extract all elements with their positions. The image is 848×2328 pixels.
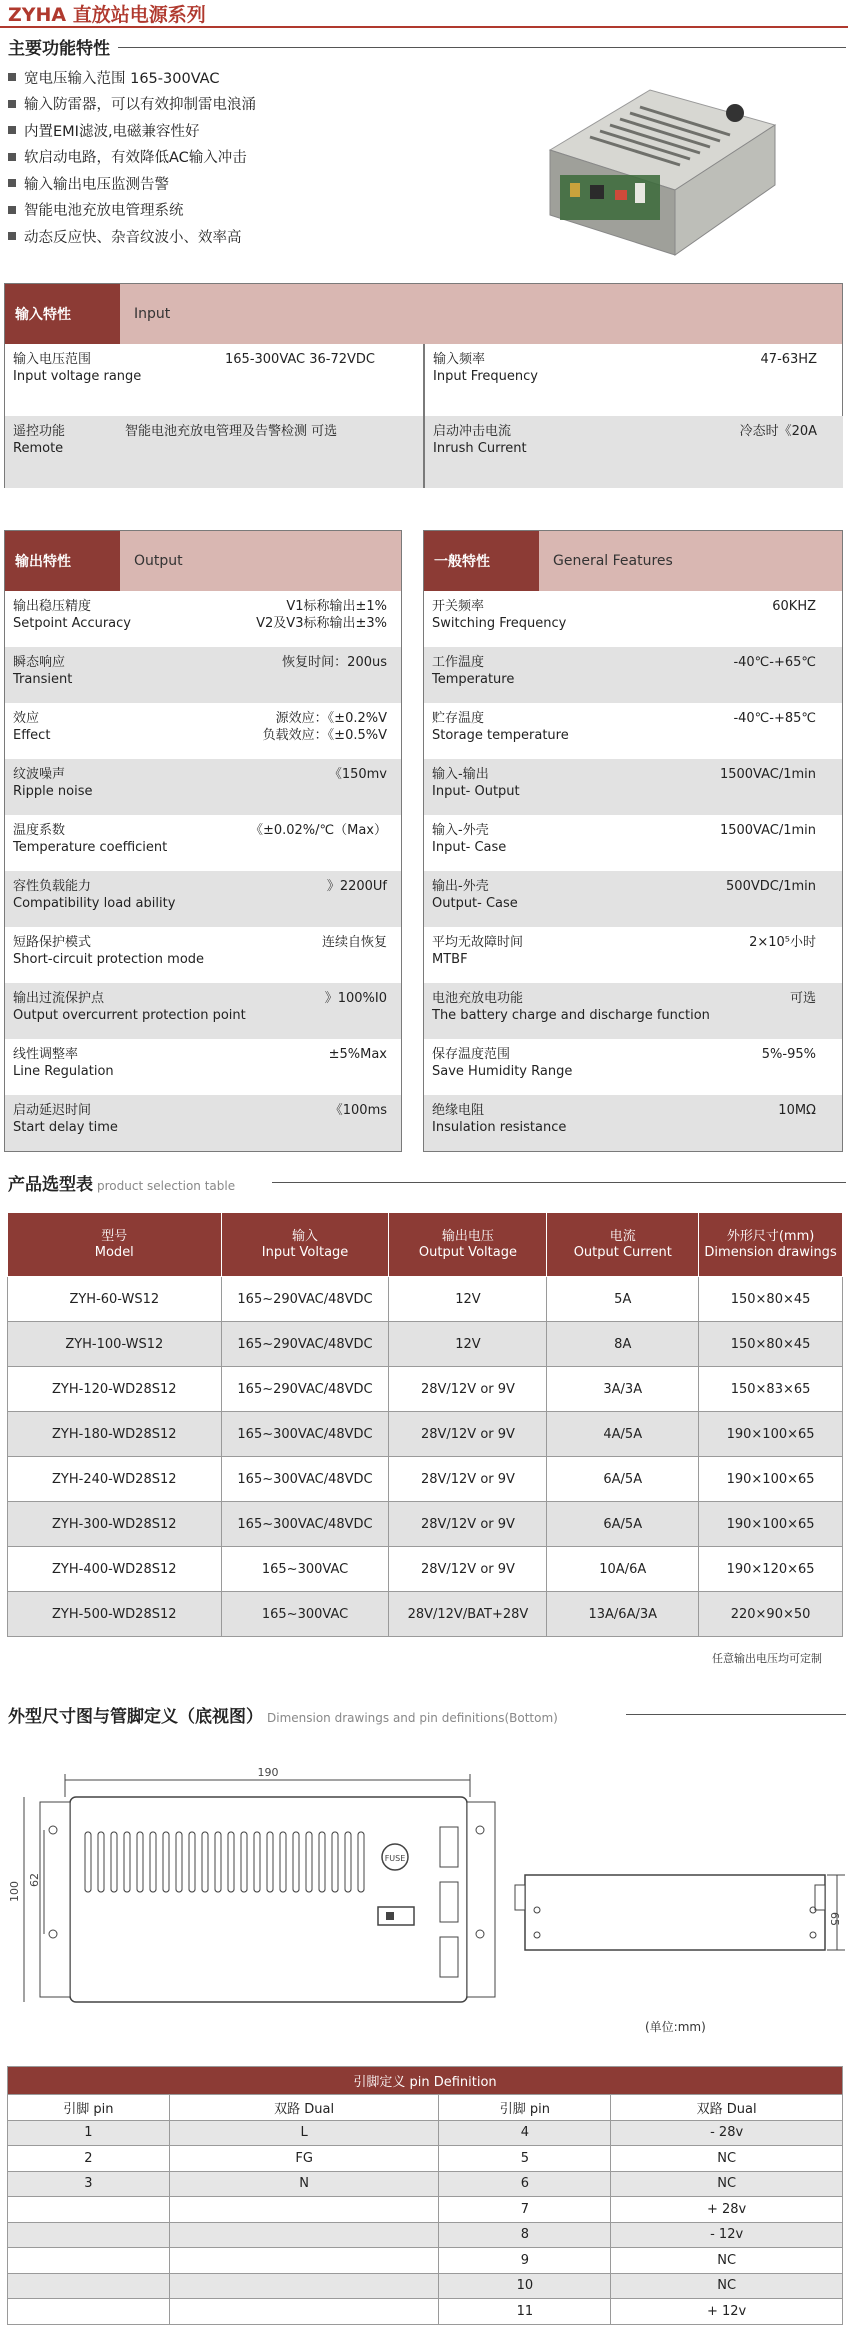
spec-val-2: 负载效应：《±0.5%V xyxy=(262,728,387,743)
column-header xyxy=(547,1213,699,1277)
column-header-cn: 型号 xyxy=(101,1228,128,1244)
spec-row xyxy=(5,416,423,488)
column-header-en: Output Voltage xyxy=(418,1244,517,1260)
spec-cn: 输出-外壳 xyxy=(432,879,489,894)
spec-row xyxy=(424,927,842,983)
column-header-cn: 输出电压 xyxy=(441,1228,494,1244)
spec-en: Transient xyxy=(13,672,73,687)
pin-cell xyxy=(8,2248,170,2274)
table-cell: ZYH-60-WS12 xyxy=(8,1277,222,1322)
output-spec-box xyxy=(4,530,402,1152)
spec-row xyxy=(5,871,401,927)
spec-val: 2×10⁵小时 xyxy=(749,935,816,950)
table-cell: 12V xyxy=(389,1277,547,1322)
pin-column-header: 双路 Dual xyxy=(169,2095,439,2121)
spec-val: 500VDC/1min xyxy=(726,879,816,894)
table-row xyxy=(8,1502,843,1547)
table-cell: 165~300VAC/48VDC xyxy=(221,1457,389,1502)
output-spec-label: Output xyxy=(134,553,183,569)
feature-text: 动态反应快、杂音纹波小、效率高 xyxy=(24,229,242,246)
selection-title-cn: 产品选型表 xyxy=(8,1175,93,1195)
spec-cn: 遥控功能 xyxy=(13,424,66,439)
pin-cell xyxy=(8,2299,170,2325)
pin-cell xyxy=(169,2299,439,2325)
pin-cell: - 12v xyxy=(611,2222,843,2248)
column-header-cn: 电流 xyxy=(609,1228,636,1244)
pin-cell: 7 xyxy=(439,2197,611,2223)
table-cell: 165~290VAC/48VDC xyxy=(221,1322,389,1367)
selection-title xyxy=(8,1170,235,1195)
spec-en: Start delay time xyxy=(13,1120,118,1135)
spec-cn: 启动冲击电流 xyxy=(433,424,512,439)
spec-en: Setpoint Accuracy xyxy=(13,616,131,631)
vent-slot xyxy=(332,1832,338,1892)
table-cell: 5A xyxy=(547,1277,699,1322)
pin-cell: 4 xyxy=(439,2120,611,2146)
spec-row xyxy=(5,647,401,703)
general-spec-header xyxy=(424,531,842,591)
spec-val: V1标称输出±1% xyxy=(286,599,387,614)
pin-cell xyxy=(169,2273,439,2299)
bottom-view-drawing xyxy=(10,1762,490,2032)
table-cell: 3A/3A xyxy=(547,1367,699,1412)
output-spec-header xyxy=(5,531,401,591)
table-cell: 6A/5A xyxy=(547,1502,699,1547)
pin-cell: NC xyxy=(611,2248,843,2274)
table-cell: 165~290VAC/48VDC xyxy=(221,1277,389,1322)
pin-cell xyxy=(169,2248,439,2274)
selection-header-row xyxy=(8,1213,843,1277)
pin-column-header: 引脚 pin xyxy=(8,2095,170,2121)
dimension-title-cn: 外型尺寸图与管脚定义（底视图） xyxy=(8,1707,263,1727)
vent-slot xyxy=(137,1832,143,1892)
dimension-title-en: Dimension drawings and pin definitions(Bottom) xyxy=(267,1711,558,1725)
spec-en: Input Frequency xyxy=(433,369,538,384)
pin-cell: 5 xyxy=(439,2146,611,2172)
table-cell: 8A xyxy=(547,1322,699,1367)
vent-slot xyxy=(358,1832,364,1892)
vent-slot xyxy=(228,1832,234,1892)
table-cell: 150×80×45 xyxy=(699,1322,843,1367)
spec-val: 5%-95% xyxy=(761,1047,816,1062)
spec-val: 1500VAC/1min xyxy=(719,767,816,782)
column-header-cn: 输入 xyxy=(292,1228,319,1244)
pin-cell: + 12v xyxy=(611,2299,843,2325)
spec-row xyxy=(5,815,401,871)
pin-cell: 10 xyxy=(439,2273,611,2299)
spec-val: 10MΩ xyxy=(778,1103,816,1118)
feature-item xyxy=(8,197,478,224)
spec-row xyxy=(5,703,401,759)
vent-slot xyxy=(319,1832,325,1892)
pin-cell: 8 xyxy=(439,2222,611,2248)
feature-text: 输入输出电压监测告警 xyxy=(24,176,169,193)
spec-en: Temperature coefficient xyxy=(13,840,168,855)
spec-cn: 效应 xyxy=(13,711,40,726)
pin-cell: + 28v xyxy=(611,2197,843,2223)
table-cell: 165~300VAC/48VDC xyxy=(221,1502,389,1547)
pin-cell: N xyxy=(169,2171,439,2197)
spec-row xyxy=(5,927,401,983)
spec-en: Ripple noise xyxy=(13,784,93,799)
pin-row xyxy=(8,2299,843,2325)
vent-slot xyxy=(124,1832,130,1892)
pin-table xyxy=(7,2066,843,2325)
spec-row xyxy=(425,344,843,416)
spec-row xyxy=(5,759,401,815)
vent-slot xyxy=(280,1832,286,1892)
dimension-rule xyxy=(626,1714,846,1715)
width-dim-label: 190 xyxy=(257,1766,279,1779)
spec-row xyxy=(5,983,401,1039)
table-cell: ZYH-400-WD28S12 xyxy=(8,1547,222,1592)
pin-cell xyxy=(8,2222,170,2248)
input-right-col xyxy=(425,344,843,488)
table-cell: 28V/12V or 9V xyxy=(389,1457,547,1502)
bullet-icon xyxy=(8,100,16,108)
pin-cell: 9 xyxy=(439,2248,611,2274)
spec-row xyxy=(5,591,401,647)
spec-en: Temperature xyxy=(432,672,515,687)
spec-en: Output overcurrent protection point xyxy=(13,1008,246,1023)
spec-val-2: V2及V3标称输出±3% xyxy=(256,616,387,631)
side-dim-label: 65 xyxy=(828,1912,841,1926)
spec-en: Effect xyxy=(13,728,51,743)
selection-title-en: product selection table xyxy=(97,1179,236,1193)
spec-row xyxy=(424,759,842,815)
pin-row xyxy=(8,2248,843,2274)
vent-slot xyxy=(111,1832,117,1892)
pin-row xyxy=(8,2197,843,2223)
table-cell: 10A/6A xyxy=(547,1547,699,1592)
table-row xyxy=(8,1457,843,1502)
spec-cn: 绝缘电阻 xyxy=(432,1103,485,1118)
pin-column-header: 双路 Dual xyxy=(611,2095,843,2121)
general-spec-key: 一般特性 xyxy=(424,531,539,591)
pin-cell: 2 xyxy=(8,2146,170,2172)
spec-en: Storage temperature xyxy=(432,728,569,743)
vent-slot xyxy=(163,1832,169,1892)
spec-row xyxy=(424,1095,842,1151)
side-view-drawing xyxy=(515,1850,845,1990)
table-cell: 4A/5A xyxy=(547,1412,699,1457)
table-row xyxy=(8,1412,843,1457)
pin-cell: L xyxy=(169,2120,439,2146)
pin-cell: NC xyxy=(611,2273,843,2299)
feature-item xyxy=(8,144,478,171)
spec-en: Compatibility load ability xyxy=(13,896,176,911)
page-title: ZYHA 直放站电源系列 xyxy=(8,4,206,26)
feature-list xyxy=(8,64,478,250)
spec-cn: 输入电压范围 xyxy=(13,352,92,367)
input-spec-box xyxy=(4,283,843,488)
spec-cn: 容性负载能力 xyxy=(13,879,92,894)
column-header-en: Dimension drawings xyxy=(704,1244,837,1260)
spec-val: 60KHZ xyxy=(772,599,816,614)
spec-cn: 开关频率 xyxy=(432,599,485,614)
output-spec-key: 输出特性 xyxy=(5,531,120,591)
feature-text: 宽电压输入范围 165-300VAC xyxy=(24,70,220,87)
vent-slot xyxy=(215,1832,221,1892)
spec-val: 《±0.02%/℃（Max） xyxy=(249,823,387,838)
column-header xyxy=(8,1213,222,1277)
pin-table-title: 引脚定义 pin Definition xyxy=(8,2067,843,2095)
spec-val: 智能电池充放电管理及告警检测 可选 xyxy=(125,424,338,439)
spec-en: Line Regulation xyxy=(13,1064,114,1079)
selection-note: 任意输出电压均可定制 xyxy=(712,1652,822,1665)
spec-val: 冷态时《20A xyxy=(739,424,817,439)
spec-val: ±5%Max xyxy=(328,1047,387,1062)
selection-rule xyxy=(272,1182,846,1183)
spec-cn: 纹波噪声 xyxy=(13,767,66,782)
spec-en: Output- Case xyxy=(432,896,518,911)
spec-en: Input- Output xyxy=(432,784,520,799)
table-cell: 190×100×65 xyxy=(699,1412,843,1457)
column-header-en: Input Voltage xyxy=(261,1244,349,1260)
pin-cell xyxy=(8,2197,170,2223)
pin-cell: 3 xyxy=(8,2171,170,2197)
feature-text: 输入防雷器，可以有效抑制雷电浪涌 xyxy=(24,97,256,114)
spec-val: 1500VAC/1min xyxy=(719,823,816,838)
vent-slot xyxy=(306,1832,312,1892)
spec-en: Save Humidity Range xyxy=(432,1064,573,1079)
pin-row xyxy=(8,2222,843,2248)
general-spec-label: General Features xyxy=(553,553,673,569)
dimension-title xyxy=(8,1702,558,1727)
table-cell: ZYH-100-WS12 xyxy=(8,1322,222,1367)
pin-cell: 1 xyxy=(8,2120,170,2146)
bullet-icon xyxy=(8,73,16,81)
pin-row xyxy=(8,2273,843,2299)
table-row xyxy=(8,1547,843,1592)
spec-en: Short-circuit protection mode xyxy=(13,952,205,967)
general-rows xyxy=(424,591,842,1151)
features-rule xyxy=(118,47,846,48)
pin-cell: 11 xyxy=(439,2299,611,2325)
spec-row xyxy=(5,1095,401,1151)
spec-cn: 工作温度 xyxy=(432,655,485,670)
feature-item xyxy=(8,64,478,91)
spec-cn: 温度系数 xyxy=(13,823,66,838)
table-row xyxy=(8,1277,843,1322)
inner-height-dim-label: 62 xyxy=(28,1873,41,1887)
feature-item xyxy=(8,117,478,144)
pin-row xyxy=(8,2146,843,2172)
spec-row xyxy=(424,815,842,871)
spec-row xyxy=(424,871,842,927)
spec-cn: 输出过流保护点 xyxy=(13,991,105,1006)
table-cell: 190×100×65 xyxy=(699,1502,843,1547)
pin-cell: NC xyxy=(611,2146,843,2172)
vent-slot xyxy=(98,1832,104,1892)
spec-en: Inrush Current xyxy=(433,441,527,456)
vent-slot xyxy=(189,1832,195,1892)
spec-en: MTBF xyxy=(432,952,468,967)
column-header xyxy=(221,1213,389,1277)
table-row xyxy=(8,1592,843,1637)
spec-val: -40℃-+65℃ xyxy=(733,655,816,670)
input-spec-header xyxy=(5,284,842,344)
bullet-icon xyxy=(8,126,16,134)
feature-text: 内置EMI滤波,电磁兼容性好 xyxy=(24,123,200,140)
spec-val: 源效应：《±0.2%V xyxy=(275,711,387,726)
table-cell: 165~300VAC/48VDC xyxy=(221,1412,389,1457)
spec-val: 恢复时间：200us xyxy=(282,655,387,670)
pin-cell xyxy=(169,2197,439,2223)
table-row xyxy=(8,1322,843,1367)
feature-text: 软启动电路，有效降低AC输入冲击 xyxy=(24,150,247,167)
spec-en: Insulation resistance xyxy=(432,1120,567,1135)
spec-cn: 贮存温度 xyxy=(432,711,485,726)
vent-slot xyxy=(241,1832,247,1892)
spec-val: 可选 xyxy=(789,991,816,1006)
table-cell: ZYH-300-WD28S12 xyxy=(8,1502,222,1547)
spec-row xyxy=(5,344,423,416)
pin-row xyxy=(8,2120,843,2146)
pin-cell xyxy=(8,2273,170,2299)
table-cell: 28V/12V or 9V xyxy=(389,1367,547,1412)
column-header xyxy=(389,1213,547,1277)
header-rule xyxy=(0,26,848,28)
table-cell: 165~300VAC xyxy=(221,1547,389,1592)
table-cell: 165~300VAC xyxy=(221,1592,389,1637)
pin-cell xyxy=(169,2222,439,2248)
product-image xyxy=(530,55,780,275)
table-cell: ZYH-240-WD28S12 xyxy=(8,1457,222,1502)
spec-cn: 短路保护模式 xyxy=(13,935,92,950)
vent-slot xyxy=(345,1832,351,1892)
spec-cn: 电池充放电功能 xyxy=(432,991,524,1006)
vent-slot xyxy=(254,1832,260,1892)
spec-row xyxy=(424,647,842,703)
table-cell: 28V/12V or 9V xyxy=(389,1502,547,1547)
fuse-label: FUSE xyxy=(384,1854,406,1863)
spec-row xyxy=(424,591,842,647)
height-dim-label: 100 xyxy=(8,1881,21,1902)
spec-cn: 启动延迟时间 xyxy=(13,1103,92,1118)
table-cell: 12V xyxy=(389,1322,547,1367)
spec-cn: 输入-外壳 xyxy=(432,823,489,838)
feature-item xyxy=(8,170,478,197)
spec-cn: 瞬态响应 xyxy=(13,655,66,670)
feature-text: 智能电池充放电管理系统 xyxy=(24,203,184,220)
table-cell: 165~290VAC/48VDC xyxy=(221,1367,389,1412)
spec-row xyxy=(425,416,843,488)
pin-header-row xyxy=(8,2095,843,2121)
selection-table xyxy=(7,1212,843,1637)
vent-slot xyxy=(293,1832,299,1892)
table-cell: 150×80×45 xyxy=(699,1277,843,1322)
vent-slot xyxy=(176,1832,182,1892)
table-cell: ZYH-120-WD28S12 xyxy=(8,1367,222,1412)
column-header-cn: 外形尺寸(mm) xyxy=(726,1228,815,1244)
pin-cell: - 28v xyxy=(611,2120,843,2146)
features-title: 主要功能特性 xyxy=(8,39,110,59)
spec-en: The battery charge and discharge function xyxy=(432,1008,710,1023)
spec-val: 》2200Uf xyxy=(326,879,387,894)
pin-cell: NC xyxy=(611,2171,843,2197)
feature-item xyxy=(8,223,478,250)
table-cell: 28V/12V or 9V xyxy=(389,1547,547,1592)
pin-cell: FG xyxy=(169,2146,439,2172)
spec-val: -40℃-+85℃ xyxy=(733,711,816,726)
bullet-icon xyxy=(8,206,16,214)
spec-row xyxy=(424,703,842,759)
spec-en: Remote xyxy=(13,441,64,456)
spec-row xyxy=(5,1039,401,1095)
table-cell: 28V/12V or 9V xyxy=(389,1412,547,1457)
pin-column-header: 引脚 pin xyxy=(439,2095,611,2121)
output-rows xyxy=(5,591,401,1151)
spec-cn: 输入频率 xyxy=(433,352,486,367)
spec-val: 165-300VAC 36-72VDC xyxy=(225,352,376,367)
spec-val: 《100ms xyxy=(329,1103,387,1118)
spec-val: 47-63HZ xyxy=(760,352,817,367)
table-cell: 6A/5A xyxy=(547,1457,699,1502)
spec-en: Input- Case xyxy=(432,840,507,855)
spec-val: 》100%I0 xyxy=(324,991,387,1006)
feature-item xyxy=(8,91,478,118)
spec-en: Switching Frequency xyxy=(432,616,567,631)
table-cell: ZYH-180-WD28S12 xyxy=(8,1412,222,1457)
column-header-en: Output Current xyxy=(573,1244,672,1260)
vent-slot xyxy=(150,1832,156,1892)
table-cell: 13A/6A/3A xyxy=(547,1592,699,1637)
input-spec-key: 输入特性 xyxy=(5,284,120,344)
table-cell: 220×90×50 xyxy=(699,1592,843,1637)
bullet-icon xyxy=(8,153,16,161)
column-header xyxy=(699,1213,843,1277)
input-left-col xyxy=(5,344,423,488)
column-header-en: Model xyxy=(94,1244,134,1260)
spec-cn: 平均无故障时间 xyxy=(432,935,524,950)
spec-row xyxy=(424,983,842,1039)
bullet-icon xyxy=(8,179,16,187)
general-spec-box xyxy=(423,530,843,1152)
pin-row xyxy=(8,2171,843,2197)
spec-en: Input voltage range xyxy=(13,369,142,384)
table-cell: 190×100×65 xyxy=(699,1457,843,1502)
vent-slot xyxy=(202,1832,208,1892)
vent-slot xyxy=(267,1832,273,1892)
bullet-icon xyxy=(8,232,16,240)
spec-cn: 输入-输出 xyxy=(432,767,489,782)
spec-row xyxy=(424,1039,842,1095)
spec-cn: 保存温度范围 xyxy=(432,1047,511,1062)
spec-cn: 输出稳压精度 xyxy=(13,599,92,614)
unit-label: (单位:mm) xyxy=(645,2020,706,2034)
table-cell: 150×83×65 xyxy=(699,1367,843,1412)
table-cell: 28V/12V/BAT+28V xyxy=(389,1592,547,1637)
pin-cell: 6 xyxy=(439,2171,611,2197)
input-spec-label: Input xyxy=(134,306,171,322)
table-cell: 190×120×65 xyxy=(699,1547,843,1592)
table-cell: ZYH-500-WD28S12 xyxy=(8,1592,222,1637)
spec-val: 连续自恢复 xyxy=(321,935,387,950)
vent-slot xyxy=(85,1832,91,1892)
table-row xyxy=(8,1367,843,1412)
spec-cn: 线性调整率 xyxy=(13,1047,79,1062)
spec-val: 《150mv xyxy=(328,767,387,782)
